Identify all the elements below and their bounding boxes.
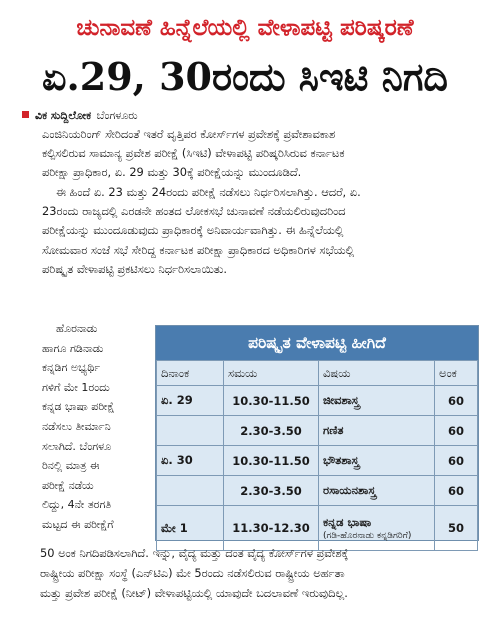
row-subject: ಗಣಿತ	[319, 416, 435, 446]
paragraph-line: ರಿನಲ್ಲಿ ಮಾತ್ರ ಈ	[42, 459, 100, 473]
paragraph-line: ಪರೀಕ್ಷಾ ಪ್ರಾಧಿಕಾರ, ಏ. 29 ಮತ್ತು 30ಕ್ಕೆ ಪರೀಕ್ಷೆಯನ್ನು ಮುಂದೂಡಿದೆ.	[42, 165, 302, 180]
row-date: ಏ. 29	[157, 386, 224, 416]
table-row	[157, 386, 478, 416]
row-marks: 60	[435, 476, 478, 506]
byline-city: ಬೆಂಗಳೂರು	[96, 109, 138, 122]
paragraph-line: 23ರಂದು ರಾಜ್ಯದಲ್ಲಿ ಎರಡನೇ ಹಂತದ ಲೋಕಸಭೆ ಚುನಾವಣೆ ನಡೆಯಲಿರುವುದರಿಂದ	[42, 204, 346, 219]
paragraph-line: ಹಾಗೂ ಗಡಿನಾಡು	[42, 341, 104, 355]
row-time: 10.30-11.50	[224, 386, 319, 416]
row-marks: 60	[435, 416, 478, 446]
byline	[22, 108, 138, 124]
paragraph-2	[42, 183, 474, 279]
paragraph-line: ಸಲಾಗಿದೆ. ಬೆಂಗಳೂ	[42, 439, 112, 453]
paragraph-line: ಹೊರನಾಡು	[56, 322, 98, 335]
paragraph-line: ಲಿದ್ದು, 4ನೇ ತರಗತಿ	[42, 498, 112, 512]
row-marks: 60	[435, 446, 478, 476]
paragraph-4	[40, 543, 476, 603]
row-subject-note: (ಗಡಿ-ಹೊರನಾಡು ಕನ್ನಡಿಗರಿಗೆ)	[323, 530, 412, 541]
paragraph-line: ಪರೀಕ್ಷೆಯನ್ನು ಮುಂದೂಡುವುದು ಪ್ರಾಧಿಕಾರಕ್ಕೆ ಅನಿವಾರ್ಯವಾಗಿತ್ತು. ಈ ಹಿನ್ನೆಲೆಯಲ್ಲಿ	[42, 223, 344, 238]
row-subject-label: ಕನ್ನಡ ಭಾಷಾ	[323, 514, 372, 529]
table-row	[157, 446, 478, 476]
row-date: ಮೇ 1	[157, 506, 224, 551]
row-subject: ರಸಾಯನಶಾಸ್ತ್ರ	[319, 476, 435, 506]
kicker-headline: ಚುನಾವಣೆ ಹಿನ್ನೆಲೆಯಲ್ಲಿ ವೇಳಾಪಟ್ಟಿ ಪರಿಷ್ಕರಣೆ	[76, 15, 414, 41]
paragraph-line: ಗಳಿಗೆ ಮೇ 1ರಂದು	[42, 380, 110, 394]
row-marks: 60	[435, 386, 478, 416]
main-headline: ಏ.29, 30ರಂದು ಸಿಇಟಿ ನಿಗದಿ	[42, 54, 448, 99]
paragraph-line: ನಡೆಸಲು ತೀರ್ಮಾನಿ	[42, 419, 111, 433]
row-date	[157, 416, 224, 446]
row-subject: ಭೌತಶಾಸ್ತ್ರ	[319, 446, 435, 476]
paragraph-line: ರಾಷ್ಟ್ರೀಯ ಪರೀಕ್ಷಾ ಸಂಸ್ಥೆ (ಎನ್‌ಟಿಎ) ಮೇ 5ರಂದು ನಡೆಸಲಿರುವ ರಾಷ್ಟ್ರೀಯ ಅರ್ಹತಾ	[40, 566, 345, 580]
paragraph-line: ಎಂಜಿನಿಯರಿಂಗ್ ಸೇರಿದಂತೆ ಇತರೆ ವೃತ್ತಿಪರ ಕೋರ್ಸ್‌ಗಳ ಪ್ರವೇಶಕ್ಕೆ ಪ್ರವೇಶಾವಕಾಶ	[42, 127, 336, 141]
red-square-bullet	[22, 111, 29, 118]
header-date: ದಿನಾಂಕ	[157, 361, 224, 386]
row-time: 2.30-3.50	[224, 416, 319, 446]
table-row	[157, 416, 478, 446]
header-time: ಸಮಯ	[224, 361, 319, 386]
paragraph-line: ಪರಿಷ್ಕೃತ ವೇಳಾಪಟ್ಟಿ ಪ್ರಕಟಿಸಲು ನಿರ್ಧರಿಸಲಾಯಿತು.	[42, 261, 227, 276]
schedule-box	[155, 325, 479, 541]
paragraph-line: ಕಲ್ಪಿಸಲಿರುವ ಸಾಮಾನ್ಯ ಪ್ರವೇಶ ಪರೀಕ್ಷೆ (ಸಿಇಟಿ) ವೇಳಾಪಟ್ಟಿ ಪರಿಷ್ಕರಿಸಿರುವ ಕರ್ನಾಟಕ	[42, 146, 345, 161]
row-date	[157, 476, 224, 506]
paragraph-line: ಸೋಮವಾರ ಸಂಜೆ ಸಭೆ ಸೇರಿದ್ದ ಕರ್ನಾಟಕ ಪರೀಕ್ಷಾ ಪ್ರಾಧಿಕಾರದ ಅಧಿಕಾರಿಗಳ ಸಭೆಯಲ್ಲಿ	[42, 242, 355, 257]
header-subject: ವಿಷಯ	[319, 361, 435, 386]
paragraph-line: ಕನ್ನಡಿಗ ಅಭ್ಯರ್ಥಿ	[42, 361, 101, 375]
paragraph-line: ಮಟ್ಟದ ಈ ಪರೀಕ್ಷೆಗೆ	[42, 517, 114, 531]
byline-source: ವಿಕ ಸುದ್ದಿಲೋಕ	[35, 109, 92, 122]
paragraph-line: ಈ ಹಿಂದೆ ಏ. 23 ಮತ್ತು 24ರಂದು ಪರೀಕ್ಷೆ ನಡೆಸಲು ನಿರ್ಧರಿಸಲಾಗಿತ್ತು. ಆದರೆ, ಏ.	[56, 185, 361, 199]
row-date: ಏ. 30	[157, 446, 224, 476]
schedule-table	[156, 360, 478, 551]
row-subject: ಜೀವಶಾಸ್ತ್ರ	[319, 386, 435, 416]
paragraph-line: ಮತ್ತು ಪ್ರವೇಶ ಪರೀಕ್ಷೆ (ನೀಟ್) ವೇಳಾಪಟ್ಟಿಯಲ್ಲಿ ಯಾವುದೇ ಬದಲಾವಣೆ ಇರುವುದಿಲ್ಲ.	[40, 586, 348, 600]
paragraph-3-column	[42, 319, 148, 535]
paragraph-line: 50 ಅಂಕ ನಿಗದಿಪಡಿಸಲಾಗಿದೆ. ಇನ್ನು, ವೈದ್ಯ ಮತ್ತು ದಂತ ವೈದ್ಯ ಕೋರ್ಸ್‌ಗಳ ಪ್ರವೇಶಕ್ಕೆ	[40, 546, 349, 560]
paragraph-line: ಪರೀಕ್ಷೆ ನಡೆಯ	[42, 478, 94, 492]
table-row	[157, 476, 478, 506]
row-time: 10.30-11.50	[224, 446, 319, 476]
row-time: 11.30-12.30	[224, 506, 319, 551]
schedule-header-row	[157, 361, 478, 386]
paragraph-line: ಕನ್ನಡ ಭಾಷಾ ಪರೀಕ್ಷೆ	[42, 400, 115, 414]
paragraph-1	[42, 125, 474, 183]
header-marks: ಅಂಕ	[435, 361, 478, 386]
row-time: 2.30-3.50	[224, 476, 319, 506]
row-marks: 50	[435, 506, 478, 551]
schedule-title: ಪರಿಷ್ಕೃತ ವೇಳಾಪಟ್ಟಿ ಹೀಗಿದೆ	[156, 326, 478, 360]
